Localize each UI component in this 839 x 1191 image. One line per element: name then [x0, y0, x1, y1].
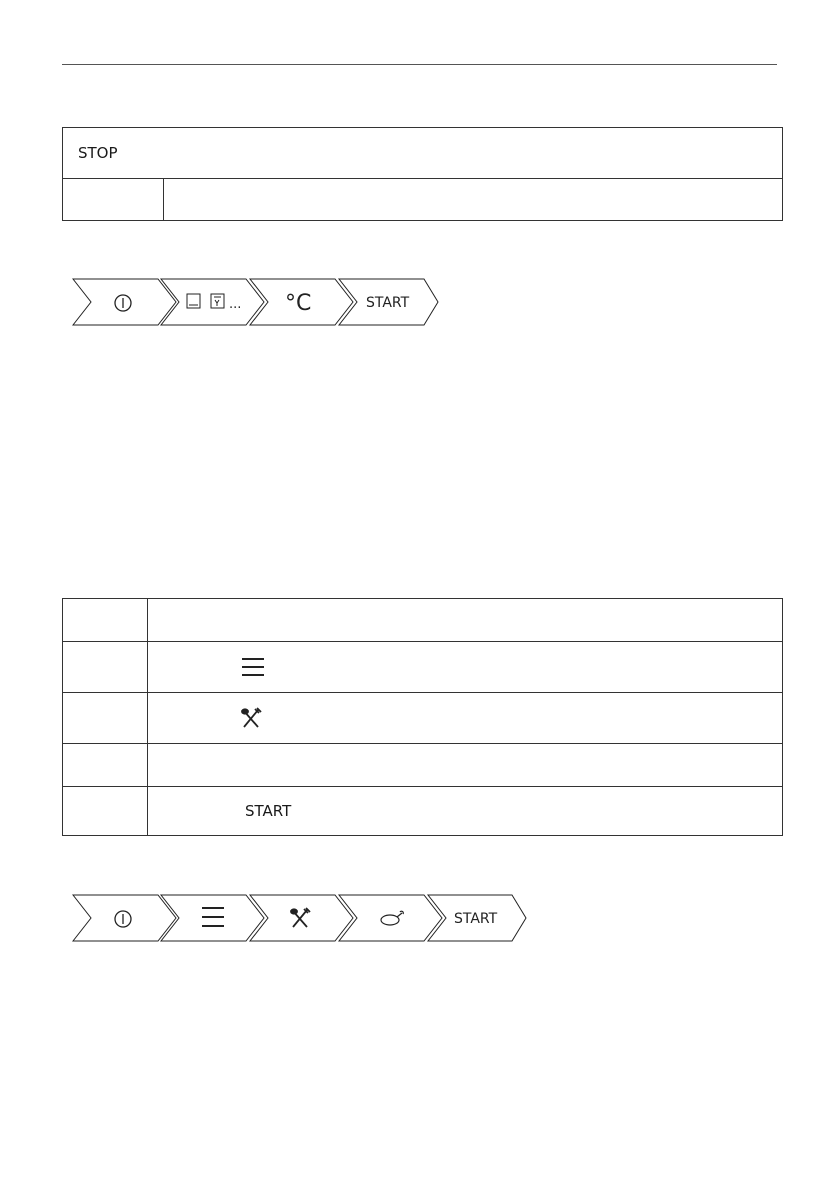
table1-step-cell: [63, 179, 164, 221]
strip1-step-1: [73, 279, 176, 325]
stop-label: STOP: [78, 144, 118, 162]
start-label: START: [245, 802, 292, 820]
temperature-icon: °C: [285, 291, 312, 316]
procedure-table: [62, 598, 783, 836]
strip1-start-label: START: [366, 295, 410, 311]
cutlery-icon: [240, 707, 262, 729]
strip2-step-1: [73, 895, 176, 941]
table2-step-cell: [63, 744, 148, 787]
cutlery-icon: [291, 908, 310, 927]
table2-text-cell: [148, 744, 783, 787]
table2-step-cell: [63, 642, 148, 693]
table2-step-cell: [63, 693, 148, 744]
oven-mode-ellipsis: ...: [229, 297, 242, 312]
power-icon: [115, 911, 131, 927]
power-icon: [115, 295, 131, 311]
menu-icon: [240, 656, 266, 678]
table2-text-cell: [148, 642, 783, 693]
table2-step-cell: [63, 599, 148, 642]
stop-cell: [63, 128, 783, 179]
procedure-strip-2: [72, 894, 532, 942]
table2-text-cell: [148, 787, 783, 836]
roast-chicken-icon: [381, 911, 403, 925]
table2-text-cell: [148, 599, 783, 642]
strip2-start-label: START: [454, 911, 498, 927]
oven-mode-icons: [187, 294, 224, 308]
menu-icon: [202, 908, 224, 926]
header-rule: [62, 64, 777, 65]
procedure-strip-1: [72, 278, 442, 326]
table1-text-cell: [164, 179, 783, 221]
table2-text-cell: [148, 693, 783, 744]
strip2-step-4: [339, 895, 442, 941]
stop-table: [62, 127, 783, 221]
table2-step-cell: [63, 787, 148, 836]
